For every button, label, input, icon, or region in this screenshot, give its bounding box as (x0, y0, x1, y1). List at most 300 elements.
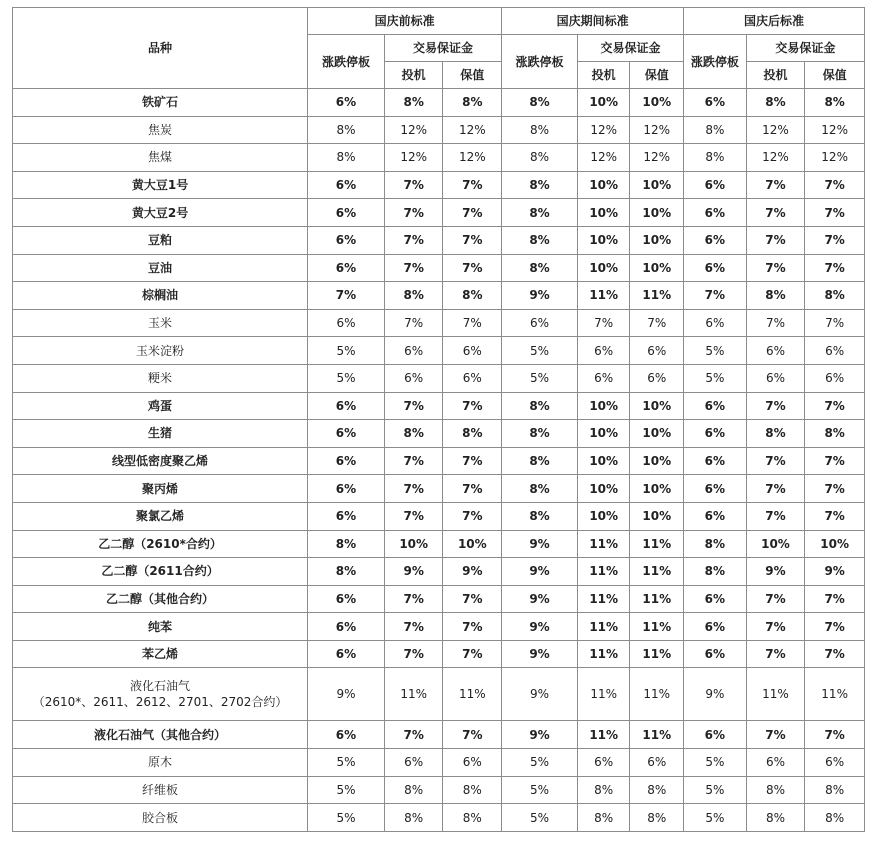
variety-cell (13, 502, 308, 530)
variety-cell (13, 558, 308, 586)
variety-name: 铁矿石 (142, 95, 179, 110)
limit-cell: 6% (684, 613, 747, 641)
limit-cell: 6% (308, 89, 385, 117)
hedging-cell: 10% (805, 530, 865, 558)
limit-cell: 8% (502, 144, 578, 172)
variety-name: 液化石油气 (130, 679, 191, 694)
variety-cell (13, 226, 308, 254)
variety-name: 棕榈油 (142, 288, 179, 303)
limit-cell: 8% (308, 530, 385, 558)
limit-cell: 5% (502, 364, 578, 392)
header-hedging: 保值 (805, 62, 865, 89)
speculation-cell: 12% (746, 144, 805, 172)
variety-cell (13, 364, 308, 392)
speculation-cell: 8% (384, 804, 443, 832)
speculation-cell: 7% (746, 392, 805, 420)
limit-cell: 6% (684, 254, 747, 282)
hedging-cell: 11% (630, 668, 684, 721)
hedging-cell: 7% (443, 613, 502, 641)
speculation-cell: 7% (746, 199, 805, 227)
speculation-cell: 7% (746, 254, 805, 282)
hedging-cell: 7% (805, 447, 865, 475)
speculation-cell: 6% (746, 749, 805, 777)
hedging-cell: 7% (805, 392, 865, 420)
limit-cell: 6% (684, 392, 747, 420)
speculation-cell: 8% (746, 420, 805, 448)
header-limit: 涨跌停板 (502, 35, 578, 89)
hedging-cell: 7% (630, 309, 684, 337)
limit-cell: 7% (684, 282, 747, 310)
limit-cell: 8% (502, 502, 578, 530)
limit-cell: 5% (308, 337, 385, 365)
variety-name: 粳米 (148, 371, 173, 386)
hedging-cell: 7% (805, 640, 865, 668)
header-speculation: 投机 (384, 62, 443, 89)
hedging-cell: 7% (443, 226, 502, 254)
variety-name: 生猪 (148, 426, 173, 441)
hedging-cell: 7% (443, 171, 502, 199)
speculation-cell: 8% (577, 776, 630, 804)
limit-cell: 6% (684, 226, 747, 254)
hedging-cell: 10% (630, 447, 684, 475)
hedging-cell: 6% (630, 337, 684, 365)
speculation-cell: 11% (577, 530, 630, 558)
speculation-cell: 8% (384, 776, 443, 804)
limit-cell: 8% (684, 116, 747, 144)
hedging-cell: 8% (443, 89, 502, 117)
variety-cell (13, 640, 308, 668)
limit-cell: 6% (684, 420, 747, 448)
hedging-cell: 10% (443, 530, 502, 558)
hedging-cell: 12% (443, 116, 502, 144)
speculation-cell: 11% (577, 558, 630, 586)
hedging-cell: 7% (443, 309, 502, 337)
speculation-cell: 10% (577, 502, 630, 530)
limit-cell: 5% (684, 364, 747, 392)
hedging-cell: 8% (805, 804, 865, 832)
hedging-cell: 8% (443, 282, 502, 310)
hedging-cell: 6% (443, 337, 502, 365)
limit-cell: 6% (308, 447, 385, 475)
limit-cell: 6% (684, 502, 747, 530)
limit-cell: 8% (684, 144, 747, 172)
speculation-cell: 7% (746, 475, 805, 503)
hedging-cell: 11% (443, 668, 502, 721)
table-row (13, 776, 865, 804)
speculation-cell: 8% (384, 420, 443, 448)
limit-cell: 6% (308, 226, 385, 254)
variety-name: 苯乙烯 (142, 647, 179, 662)
hedging-cell: 11% (630, 282, 684, 310)
speculation-cell: 8% (746, 804, 805, 832)
variety-cell (13, 282, 308, 310)
header-speculation: 投机 (746, 62, 805, 89)
header-speculation: 投机 (577, 62, 630, 89)
variety-cell (13, 171, 308, 199)
variety-name: 乙二醇（2611合约） (101, 564, 219, 579)
limit-cell: 8% (502, 447, 578, 475)
variety-cell (13, 475, 308, 503)
limit-cell: 9% (502, 585, 578, 613)
variety-name: 焦炭 (148, 122, 173, 137)
limit-cell: 5% (684, 776, 747, 804)
limit-cell: 6% (684, 475, 747, 503)
table-row (13, 282, 865, 310)
speculation-cell: 11% (577, 668, 630, 721)
table-row (13, 640, 865, 668)
limit-cell: 6% (308, 640, 385, 668)
hedging-cell: 6% (805, 364, 865, 392)
hedging-cell: 7% (443, 447, 502, 475)
limit-cell: 8% (502, 116, 578, 144)
limit-cell: 7% (308, 282, 385, 310)
variety-name: 玉米 (148, 316, 173, 331)
hedging-cell: 11% (630, 613, 684, 641)
speculation-cell: 12% (577, 144, 630, 172)
hedging-cell: 10% (630, 392, 684, 420)
speculation-cell: 7% (384, 721, 443, 749)
hedging-cell: 12% (805, 144, 865, 172)
speculation-cell: 7% (746, 171, 805, 199)
table-header (13, 8, 865, 89)
limit-cell: 9% (502, 640, 578, 668)
table-row (13, 613, 865, 641)
limit-cell: 5% (308, 749, 385, 777)
hedging-cell: 8% (630, 776, 684, 804)
header-limit: 涨跌停板 (684, 35, 747, 89)
header-margin: 交易保证金 (384, 35, 501, 62)
speculation-cell: 7% (746, 226, 805, 254)
limit-cell: 8% (502, 475, 578, 503)
speculation-cell: 10% (577, 171, 630, 199)
limit-cell: 8% (684, 530, 747, 558)
hedging-cell: 7% (805, 254, 865, 282)
variety-cell (13, 144, 308, 172)
speculation-cell: 12% (577, 116, 630, 144)
limit-cell: 9% (502, 668, 578, 721)
table-row (13, 558, 865, 586)
hedging-cell: 8% (805, 776, 865, 804)
variety-name: 胶合板 (142, 810, 179, 825)
hedging-cell: 11% (630, 585, 684, 613)
table-row (13, 116, 865, 144)
limit-cell: 6% (308, 171, 385, 199)
speculation-cell: 11% (577, 282, 630, 310)
hedging-cell: 12% (630, 144, 684, 172)
hedging-cell: 11% (630, 640, 684, 668)
table-row (13, 749, 865, 777)
limit-cell: 5% (502, 804, 578, 832)
table-row (13, 89, 865, 117)
limit-cell: 5% (684, 337, 747, 365)
speculation-cell: 11% (577, 613, 630, 641)
table-body (13, 89, 865, 832)
speculation-cell: 7% (746, 640, 805, 668)
variety-cell (13, 89, 308, 117)
speculation-cell: 6% (384, 337, 443, 365)
limit-cell: 6% (308, 475, 385, 503)
variety-cell (13, 530, 308, 558)
hedging-cell: 7% (443, 254, 502, 282)
table-row (13, 447, 865, 475)
table-row (13, 364, 865, 392)
hedging-cell: 10% (630, 420, 684, 448)
speculation-cell: 8% (746, 282, 805, 310)
hedging-cell: 11% (630, 721, 684, 749)
variety-name: 线型低密度聚乙烯 (112, 454, 209, 469)
header-hedging: 保值 (630, 62, 684, 89)
speculation-cell: 7% (384, 392, 443, 420)
limit-cell: 6% (684, 199, 747, 227)
speculation-cell: 6% (577, 749, 630, 777)
speculation-cell: 6% (746, 337, 805, 365)
speculation-cell: 7% (384, 640, 443, 668)
variety-name: 纤维板 (142, 782, 179, 797)
speculation-cell: 12% (746, 116, 805, 144)
limit-cell: 6% (684, 721, 747, 749)
variety-name: 黄大豆1号 (131, 178, 189, 193)
hedging-cell: 6% (443, 364, 502, 392)
hedging-cell: 11% (630, 558, 684, 586)
table-row (13, 254, 865, 282)
speculation-cell: 10% (577, 254, 630, 282)
hedging-cell: 7% (443, 502, 502, 530)
hedging-cell: 7% (805, 475, 865, 503)
table-row (13, 502, 865, 530)
table-row (13, 475, 865, 503)
limit-cell: 6% (502, 309, 578, 337)
limit-cell: 6% (684, 309, 747, 337)
hedging-cell: 8% (805, 89, 865, 117)
header-limit: 涨跌停板 (308, 35, 385, 89)
hedging-cell: 8% (805, 420, 865, 448)
table-row (13, 171, 865, 199)
limit-cell: 5% (684, 804, 747, 832)
header-margin: 交易保证金 (577, 35, 683, 62)
variety-cell (13, 199, 308, 227)
hedging-cell: 7% (443, 721, 502, 749)
limit-cell: 8% (308, 558, 385, 586)
speculation-cell: 7% (384, 171, 443, 199)
limit-cell: 5% (502, 337, 578, 365)
speculation-cell: 6% (577, 364, 630, 392)
limit-cell: 9% (502, 721, 578, 749)
hedging-cell: 6% (805, 749, 865, 777)
limit-cell: 9% (502, 282, 578, 310)
limit-cell: 8% (502, 226, 578, 254)
limit-cell: 8% (308, 116, 385, 144)
speculation-cell: 11% (577, 721, 630, 749)
variety-name: 聚丙烯 (142, 481, 179, 496)
header-hedging: 保值 (443, 62, 502, 89)
header-period-after: 国庆后标准 (684, 8, 865, 35)
limit-cell: 6% (684, 585, 747, 613)
variety-name: 豆粕 (148, 233, 173, 248)
table-row (13, 199, 865, 227)
limit-cell: 9% (502, 613, 578, 641)
hedging-cell: 10% (630, 171, 684, 199)
limit-cell: 6% (684, 89, 747, 117)
hedging-cell: 10% (630, 89, 684, 117)
limit-cell: 6% (308, 254, 385, 282)
speculation-cell: 7% (384, 613, 443, 641)
speculation-cell: 7% (577, 309, 630, 337)
hedging-cell: 11% (805, 668, 865, 721)
speculation-cell: 7% (746, 309, 805, 337)
variety-name: 原木 (148, 755, 173, 770)
variety-cell (13, 749, 308, 777)
speculation-cell: 7% (384, 585, 443, 613)
speculation-cell: 7% (746, 447, 805, 475)
limit-cell: 8% (308, 144, 385, 172)
hedging-cell: 11% (630, 530, 684, 558)
variety-cell (13, 613, 308, 641)
limit-cell: 5% (308, 364, 385, 392)
speculation-cell: 7% (384, 226, 443, 254)
speculation-cell: 10% (577, 447, 630, 475)
hedging-cell: 8% (805, 282, 865, 310)
table-row (13, 721, 865, 749)
limit-cell: 8% (502, 392, 578, 420)
speculation-cell: 10% (746, 530, 805, 558)
hedging-cell: 7% (805, 309, 865, 337)
hedging-cell: 12% (805, 116, 865, 144)
hedging-cell: 10% (630, 254, 684, 282)
speculation-cell: 11% (746, 668, 805, 721)
hedging-cell: 7% (805, 721, 865, 749)
variety-name: 乙二醇（其他合约） (106, 591, 215, 606)
speculation-cell: 10% (577, 392, 630, 420)
limit-cell: 6% (308, 309, 385, 337)
hedging-cell: 7% (443, 392, 502, 420)
header-period-during: 国庆期间标准 (502, 8, 684, 35)
speculation-cell: 8% (384, 282, 443, 310)
speculation-cell: 6% (577, 337, 630, 365)
variety-cell (13, 309, 308, 337)
variety-cell (13, 776, 308, 804)
variety-cell (13, 337, 308, 365)
limit-cell: 5% (308, 776, 385, 804)
variety-cell (13, 585, 308, 613)
header-margin: 交易保证金 (746, 35, 864, 62)
speculation-cell: 12% (384, 116, 443, 144)
variety-name: 纯苯 (148, 619, 173, 634)
speculation-cell: 11% (577, 640, 630, 668)
table-row (13, 804, 865, 832)
table-row (13, 226, 865, 254)
speculation-cell: 10% (577, 420, 630, 448)
variety-cell (13, 392, 308, 420)
variety-name: 豆油 (148, 260, 173, 275)
limit-cell: 6% (308, 502, 385, 530)
limit-cell: 9% (308, 668, 385, 721)
speculation-cell: 10% (577, 199, 630, 227)
speculation-cell: 12% (384, 144, 443, 172)
table-row (13, 530, 865, 558)
speculation-cell: 7% (746, 585, 805, 613)
hedging-cell: 7% (805, 226, 865, 254)
variety-cell (13, 116, 308, 144)
hedging-cell: 8% (443, 776, 502, 804)
hedging-cell: 10% (630, 199, 684, 227)
table-row (13, 585, 865, 613)
limit-cell: 6% (308, 392, 385, 420)
variety-name: 鸡蛋 (148, 398, 173, 413)
speculation-cell: 8% (577, 804, 630, 832)
limit-cell: 8% (502, 171, 578, 199)
speculation-cell: 7% (746, 721, 805, 749)
variety-cell (13, 254, 308, 282)
limit-cell: 8% (502, 89, 578, 117)
speculation-cell: 7% (746, 613, 805, 641)
speculation-cell: 10% (577, 89, 630, 117)
limit-cell: 6% (684, 447, 747, 475)
limit-cell: 5% (502, 749, 578, 777)
speculation-cell: 10% (577, 475, 630, 503)
limit-cell: 6% (308, 199, 385, 227)
speculation-cell: 7% (384, 475, 443, 503)
margin-table (12, 7, 865, 832)
limit-cell: 8% (502, 254, 578, 282)
limit-cell: 6% (684, 171, 747, 199)
hedging-cell: 7% (805, 585, 865, 613)
hedging-cell: 7% (805, 199, 865, 227)
hedging-cell: 6% (630, 364, 684, 392)
limit-cell: 6% (308, 613, 385, 641)
variety-cell (13, 804, 308, 832)
speculation-cell: 9% (746, 558, 805, 586)
hedging-cell: 9% (443, 558, 502, 586)
table-row (13, 668, 865, 721)
hedging-cell: 7% (805, 502, 865, 530)
hedging-cell: 12% (443, 144, 502, 172)
speculation-cell: 7% (384, 309, 443, 337)
variety-cell (13, 721, 308, 749)
limit-cell: 6% (308, 585, 385, 613)
variety-cell (13, 420, 308, 448)
hedging-cell: 8% (443, 804, 502, 832)
speculation-cell: 6% (384, 749, 443, 777)
hedging-cell: 10% (630, 502, 684, 530)
speculation-cell: 7% (384, 502, 443, 530)
variety-cell (13, 447, 308, 475)
speculation-cell: 6% (384, 364, 443, 392)
limit-cell: 9% (502, 530, 578, 558)
speculation-cell: 8% (384, 89, 443, 117)
limit-cell: 8% (502, 199, 578, 227)
hedging-cell: 7% (443, 475, 502, 503)
limit-cell: 5% (308, 804, 385, 832)
limit-cell: 5% (502, 776, 578, 804)
variety-name: 焦煤 (148, 150, 173, 165)
hedging-cell: 6% (805, 337, 865, 365)
hedging-cell: 6% (630, 749, 684, 777)
hedging-cell: 10% (630, 475, 684, 503)
hedging-cell: 12% (630, 116, 684, 144)
limit-cell: 6% (684, 640, 747, 668)
limit-cell: 8% (684, 558, 747, 586)
table-row (13, 337, 865, 365)
speculation-cell: 10% (577, 226, 630, 254)
variety-contracts: （2610*、2611、2612、2701、2702合约） (32, 695, 288, 710)
variety-cell (13, 668, 308, 721)
hedging-cell: 10% (630, 226, 684, 254)
variety-name: 乙二醇（2610*合约） (98, 536, 222, 551)
header-period-before: 国庆前标准 (308, 8, 502, 35)
speculation-cell: 7% (384, 447, 443, 475)
limit-cell: 6% (308, 420, 385, 448)
limit-cell: 9% (684, 668, 747, 721)
